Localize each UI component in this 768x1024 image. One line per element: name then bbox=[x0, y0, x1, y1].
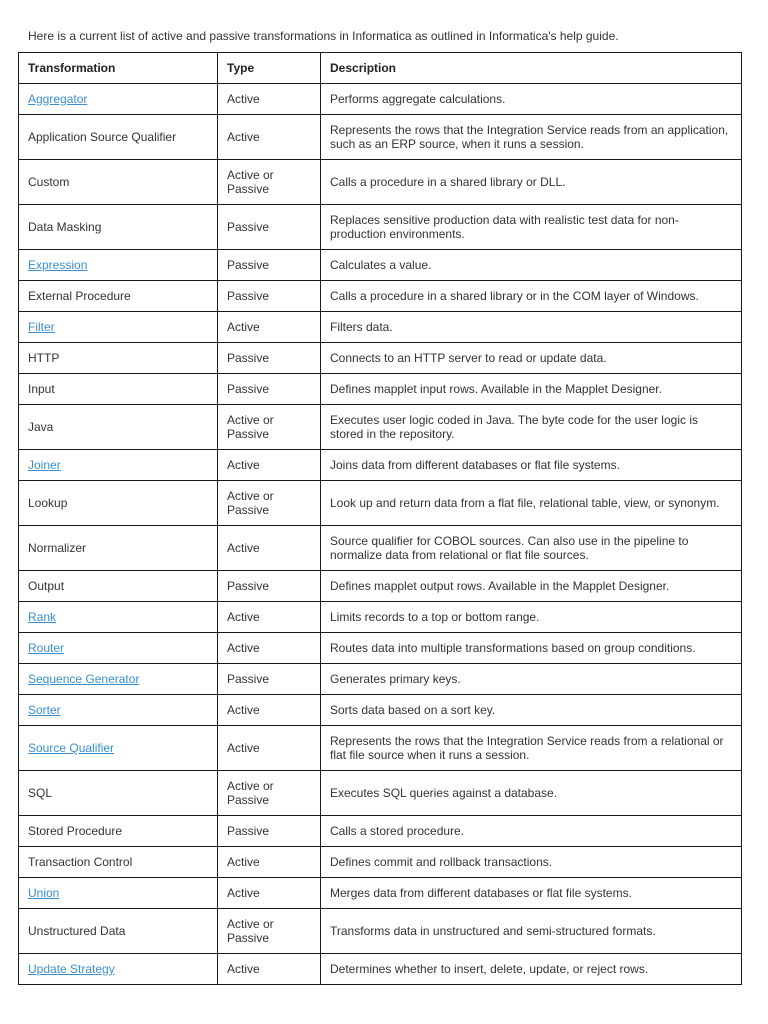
transformation-name: Input bbox=[28, 381, 55, 396]
cell-transformation bbox=[19, 633, 218, 664]
table-row bbox=[19, 847, 742, 878]
cell-transformation bbox=[19, 771, 218, 816]
cell-description: Defines mapplet input rows. Available in the Mapplet Designer. bbox=[321, 374, 742, 405]
transformation-link[interactable]: Aggregator bbox=[28, 91, 88, 106]
cell-description: Sorts data based on a sort key. bbox=[321, 695, 742, 726]
transformation-link[interactable]: Sorter bbox=[28, 702, 61, 717]
cell-type: Active or Passive bbox=[218, 481, 321, 526]
transformation-link[interactable]: Rank bbox=[28, 609, 57, 624]
table-row bbox=[19, 374, 742, 405]
transformation-link[interactable]: Joiner bbox=[28, 457, 61, 472]
transformation-link[interactable]: Source Qualifier bbox=[28, 740, 115, 755]
cell-transformation bbox=[19, 115, 218, 160]
cell-description: Replaces sensitive production data with realistic test data for non-production environments. bbox=[321, 205, 742, 250]
table-row bbox=[19, 526, 742, 571]
transformation-name: Output bbox=[28, 578, 65, 593]
table-row bbox=[19, 250, 742, 281]
cell-type: Active or Passive bbox=[218, 405, 321, 450]
cell-description: Limits records to a top or bottom range. bbox=[321, 602, 742, 633]
cell-type: Passive bbox=[218, 343, 321, 374]
header-description: Description bbox=[321, 53, 742, 84]
transformation-name: Application Source Qualifier bbox=[28, 129, 177, 144]
cell-description: Represents the rows that the Integration Service reads from an application, such as an ERP source, when it runs a session. bbox=[321, 115, 742, 160]
table-row bbox=[19, 695, 742, 726]
transformation-name: External Procedure bbox=[28, 288, 131, 303]
table-row bbox=[19, 571, 742, 602]
cell-transformation bbox=[19, 281, 218, 312]
cell-transformation bbox=[19, 526, 218, 571]
cell-type: Active bbox=[218, 602, 321, 633]
table-row bbox=[19, 343, 742, 374]
cell-transformation bbox=[19, 909, 218, 954]
cell-transformation bbox=[19, 602, 218, 633]
cell-description: Connects to an HTTP server to read or update data. bbox=[321, 343, 742, 374]
cell-type: Active bbox=[218, 312, 321, 343]
cell-type: Active or Passive bbox=[218, 909, 321, 954]
header-type: Type bbox=[218, 53, 321, 84]
cell-type: Active or Passive bbox=[218, 771, 321, 816]
cell-type: Active bbox=[218, 726, 321, 771]
cell-description: Calls a stored procedure. bbox=[321, 816, 742, 847]
cell-transformation bbox=[19, 664, 218, 695]
cell-description: Filters data. bbox=[321, 312, 742, 343]
cell-type: Passive bbox=[218, 281, 321, 312]
cell-description: Represents the rows that the Integration Service reads from a relational or flat file source when it runs a session. bbox=[321, 726, 742, 771]
transformation-link[interactable]: Union bbox=[28, 885, 60, 900]
cell-type: Active bbox=[218, 695, 321, 726]
cell-type: Active bbox=[218, 633, 321, 664]
cell-description: Executes SQL queries against a database. bbox=[321, 771, 742, 816]
transformation-name: Lookup bbox=[28, 495, 68, 510]
cell-description: Routes data into multiple transformations based on group conditions. bbox=[321, 633, 742, 664]
transformations-table bbox=[18, 52, 742, 985]
transformation-link[interactable]: Expression bbox=[28, 257, 88, 272]
table-row bbox=[19, 312, 742, 343]
cell-transformation bbox=[19, 954, 218, 985]
cell-description: Defines commit and rollback transactions. bbox=[321, 847, 742, 878]
table-row bbox=[19, 205, 742, 250]
table-header-row bbox=[19, 53, 742, 84]
table-row bbox=[19, 954, 742, 985]
transformation-link[interactable]: Update Strategy bbox=[28, 961, 115, 976]
cell-description: Look up and return data from a flat file, relational table, view, or synonym. bbox=[321, 481, 742, 526]
cell-transformation bbox=[19, 205, 218, 250]
cell-transformation bbox=[19, 160, 218, 205]
cell-type: Active bbox=[218, 954, 321, 985]
table-row bbox=[19, 878, 742, 909]
table-body bbox=[19, 84, 742, 985]
transformation-name: Stored Procedure bbox=[28, 823, 123, 838]
table-row bbox=[19, 771, 742, 816]
cell-transformation bbox=[19, 250, 218, 281]
cell-type: Active or Passive bbox=[218, 160, 321, 205]
cell-description: Joins data from different databases or flat file systems. bbox=[321, 450, 742, 481]
table-row bbox=[19, 633, 742, 664]
cell-type: Passive bbox=[218, 571, 321, 602]
cell-type: Active bbox=[218, 526, 321, 571]
cell-description: Calls a procedure in a shared library or DLL. bbox=[321, 160, 742, 205]
transformation-name: Java bbox=[28, 419, 54, 434]
cell-type: Active bbox=[218, 450, 321, 481]
cell-description: Calculates a value. bbox=[321, 250, 742, 281]
cell-transformation bbox=[19, 450, 218, 481]
table-row bbox=[19, 664, 742, 695]
cell-description: Generates primary keys. bbox=[321, 664, 742, 695]
cell-transformation bbox=[19, 878, 218, 909]
cell-transformation bbox=[19, 695, 218, 726]
cell-description: Executes user logic coded in Java. The byte code for the user logic is stored in the repository. bbox=[321, 405, 742, 450]
table-row bbox=[19, 909, 742, 954]
cell-type: Passive bbox=[218, 374, 321, 405]
cell-transformation bbox=[19, 571, 218, 602]
transformation-name: SQL bbox=[28, 785, 53, 800]
cell-transformation bbox=[19, 84, 218, 115]
cell-description: Determines whether to insert, delete, update, or reject rows. bbox=[321, 954, 742, 985]
cell-description: Source qualifier for COBOL sources. Can also use in the pipeline to normalize data from relational or flat file sources. bbox=[321, 526, 742, 571]
cell-type: Active bbox=[218, 847, 321, 878]
cell-description: Transforms data in unstructured and semi-structured formats. bbox=[321, 909, 742, 954]
transformation-name: Normalizer bbox=[28, 540, 87, 555]
cell-transformation bbox=[19, 405, 218, 450]
cell-description: Calls a procedure in a shared library or in the COM layer of Windows. bbox=[321, 281, 742, 312]
transformation-link[interactable]: Filter bbox=[28, 319, 55, 334]
table-row bbox=[19, 160, 742, 205]
cell-type: Active bbox=[218, 878, 321, 909]
cell-type: Passive bbox=[218, 205, 321, 250]
cell-type: Passive bbox=[218, 250, 321, 281]
cell-type: Active bbox=[218, 115, 321, 160]
table-row bbox=[19, 726, 742, 771]
transformation-name: HTTP bbox=[28, 350, 60, 365]
table-row bbox=[19, 405, 742, 450]
transformation-name: Transaction Control bbox=[28, 854, 133, 869]
transformation-name: Unstructured Data bbox=[28, 923, 126, 938]
cell-description: Performs aggregate calculations. bbox=[321, 84, 742, 115]
table-row bbox=[19, 84, 742, 115]
cell-transformation bbox=[19, 847, 218, 878]
transformation-link[interactable]: Sequence Generator bbox=[28, 671, 140, 686]
table-row bbox=[19, 602, 742, 633]
header-transformation: Transformation bbox=[19, 53, 218, 84]
transformation-name: Data Masking bbox=[28, 219, 102, 234]
cell-transformation bbox=[19, 343, 218, 374]
cell-description: Merges data from different databases or flat file systems. bbox=[321, 878, 742, 909]
cell-transformation bbox=[19, 374, 218, 405]
transformation-link[interactable]: Router bbox=[28, 640, 65, 655]
table-row bbox=[19, 481, 742, 526]
table-row bbox=[19, 281, 742, 312]
transformation-name: Custom bbox=[28, 174, 70, 189]
intro-text: Here is a current list of active and passive transformations in Informatica as outlined in Informatica's help guide. bbox=[28, 29, 619, 43]
cell-description: Defines mapplet output rows. Available in the Mapplet Designer. bbox=[321, 571, 742, 602]
cell-transformation bbox=[19, 312, 218, 343]
table-row bbox=[19, 450, 742, 481]
cell-type: Passive bbox=[218, 816, 321, 847]
cell-transformation bbox=[19, 481, 218, 526]
table-row bbox=[19, 816, 742, 847]
table-row bbox=[19, 115, 742, 160]
cell-transformation bbox=[19, 816, 218, 847]
cell-type: Passive bbox=[218, 664, 321, 695]
cell-transformation bbox=[19, 726, 218, 771]
cell-type: Active bbox=[218, 84, 321, 115]
